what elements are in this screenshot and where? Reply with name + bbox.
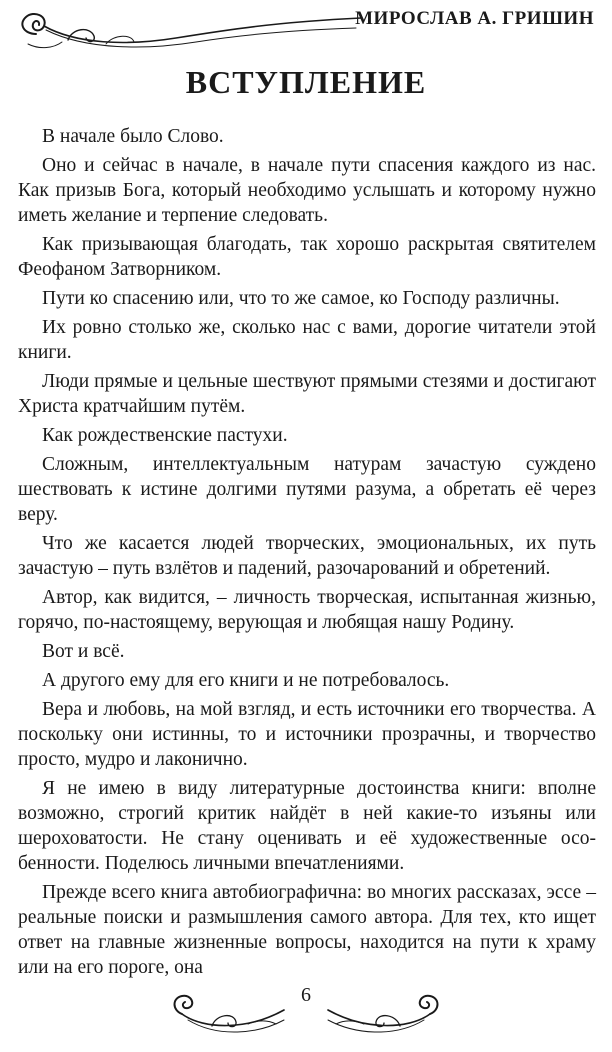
paragraph: В начале было Слово.: [42, 126, 224, 147]
paragraph: Что же касается людей творческих, эмоциональных, их путь зачастую – путь взлётов и падений, разочарований и обретений.: [18, 533, 596, 579]
paragraph: Вот и всё.: [42, 641, 125, 662]
paragraph: Автор, как видится, – личность творческая, испытанная жизнью, горячо, по-настоящему, верующая и любящая нашу Родину.: [18, 587, 596, 633]
paragraph: А другого ему для его книги и не потребовалось.: [42, 670, 450, 691]
running-head-author: МИРОСЛАВ А. ГРИШИН: [355, 8, 594, 29]
chapter-title: ВСТУПЛЕНИЕ: [185, 64, 427, 100]
header-flourish-ornament: [6, 4, 366, 54]
paragraph: Я не имею в виду литературные достоинства книги: вполне возможно, строгий критик найдёт в ней какие-то изъяны или шероховатости. Не стану оценивать и её художественные особенности. Поделюсь личными впечатлениями.: [18, 778, 596, 874]
page-number: 6: [301, 984, 311, 1006]
paragraph: Как призывающая благодать, так хорошо раскрытая святителем Феофаном Затворником.: [18, 234, 596, 280]
paragraph: Люди прямые и цельные шествуют прямыми стезями и достигают Христа кратчайшим путём.: [18, 371, 596, 417]
page-header: [0, 0, 612, 62]
paragraph: Сложным, интеллектуальным натурам зачастую суждено шествовать к истине долгими путями разума, а обретать её через веру.: [18, 454, 596, 525]
paragraph: Прежде всего книга автобиографична: во многих рассказах, эссе – реальные поиски и размышления самого автора. Для тех, кто ищет ответ на главные жизненные вопросы, находится на пути к храму или на его пороге, она: [18, 882, 596, 978]
body-text: [18, 124, 596, 984]
paragraph: Вера и любовь, на мой взгляд, и есть источники его творчества. А поскольку они истинны, то и источники прозрачны, и творчество просто, мудро и лаконично.: [18, 699, 596, 770]
paragraph: Как рождественские пастухи.: [42, 425, 288, 446]
footer-right-flourish-ornament: [324, 980, 444, 1040]
paragraph: Оно и сейчас в начале, в начале пути спасения каждого из нас. Как призыв Бога, который необходимо услышать и которому нужно иметь желание и терпение следовать.: [18, 155, 596, 226]
page-footer: [0, 978, 612, 1048]
paragraph: Их ровно столько же, сколько нас с вами, дорогие читатели этой книги.: [18, 317, 596, 363]
paragraph: Пути ко спасению или, что то же самое, ко Господу различны.: [42, 288, 560, 309]
